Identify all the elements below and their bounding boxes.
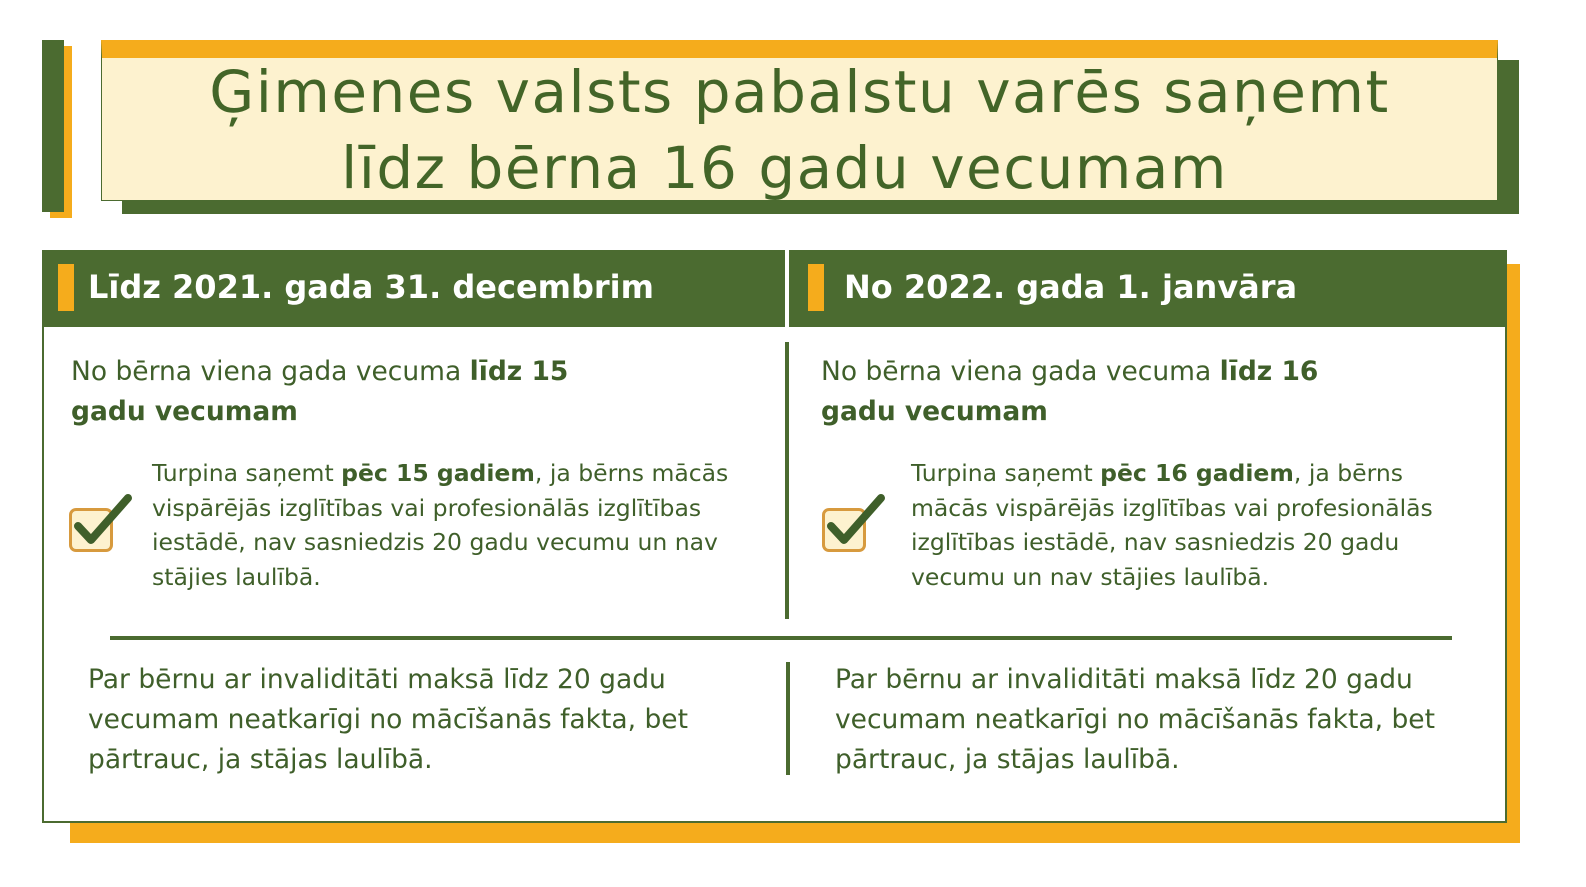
column-divider-top (785, 342, 789, 619)
right-note-line4: vecumu un nav stājies laulībā. (911, 563, 1270, 592)
left-header-marker (58, 264, 74, 311)
right-bottom-line2: vecumam neatkarīgi no mācīšanās fakta, bet (835, 704, 1435, 735)
right-header-marker (808, 264, 824, 311)
page-title-line-2: līdz bērna 16 gadu vecumam (341, 134, 1228, 202)
left-bottom-line1: Par bērnu ar invaliditāti maksā līdz 20 gadu (88, 664, 666, 695)
right-bottom-line3: pārtrauc, ja stājas laulībā. (835, 744, 1180, 775)
left-note-line3: iestādē, nav sasniedzis 20 gadu vecumu un nav (152, 528, 718, 557)
left-note-bold: pēc 15 gadiem (341, 459, 535, 487)
left-lead-bold-1: līdz 15 (469, 356, 569, 387)
row-divider (110, 636, 1452, 640)
left-lead-plain: No bērna viena gada vecuma (71, 356, 470, 387)
left-bottom-line3: pārtrauc, ja stājas laulībā. (88, 744, 433, 775)
right-note-pre: Turpina saņemt (911, 459, 1101, 487)
right-column-header: No 2022. gada 1. janvāra (844, 268, 1298, 306)
left-lead-text (71, 352, 751, 432)
right-bottom-line1: Par bērnu ar invaliditāti maksā līdz 20 gadu (835, 664, 1413, 695)
left-note-text (152, 456, 772, 595)
title-box (101, 40, 1498, 201)
left-bottom-line2: vecumam neatkarīgi no mācīšanās fakta, bet (88, 704, 688, 735)
right-lead-plain: No bērna viena gada vecuma (821, 356, 1220, 387)
column-divider-bottom (786, 662, 790, 775)
left-lead-bold-2: gadu vecumam (71, 396, 298, 427)
left-disability-text (88, 660, 768, 780)
right-note-line1-post: , ja bērns (1293, 459, 1403, 487)
left-note-line2: vispārējās izglītības vai profesionālās izglītības (152, 493, 702, 522)
right-lead-text (821, 352, 1501, 432)
right-lead-bold-1: līdz 16 (1219, 356, 1319, 387)
left-column-header: Līdz 2021. gada 31. decembrim (88, 268, 654, 306)
title-accent-bar-green (42, 40, 64, 212)
right-note-line2: mācās vispārējās izglītības vai profesionālās (911, 493, 1433, 522)
checkmark-icon (66, 494, 132, 560)
left-note-line4: stājies laulībā. (152, 563, 321, 592)
right-note-bold: pēc 16 gadiem (1100, 459, 1294, 487)
page-title-line-1: Ģimenes valsts pabalstu varēs saņemt (209, 58, 1390, 126)
left-note-pre: Turpina saņemt (152, 459, 342, 487)
right-note-text (911, 456, 1491, 595)
right-note-line3: izglītības iestādē, nav sasniedzis 20 gadu (911, 528, 1400, 557)
left-note-line1-post: , ja bērns mācās (534, 459, 729, 487)
checkmark-icon (819, 494, 885, 560)
right-lead-bold-2: gadu vecumam (821, 396, 1048, 427)
right-disability-text (835, 660, 1495, 780)
header-divider (785, 250, 789, 327)
